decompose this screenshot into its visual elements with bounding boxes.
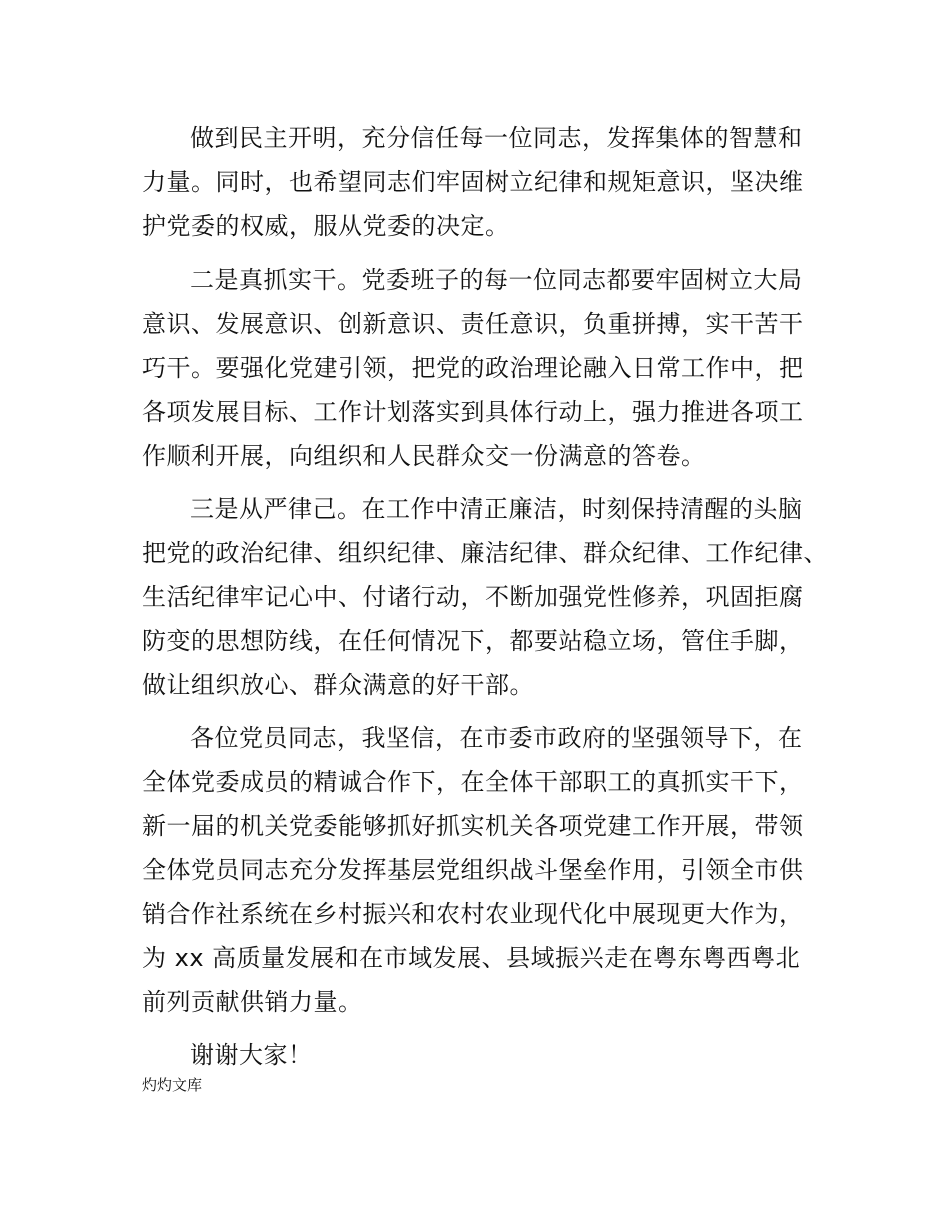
text-line: 护党委的权威，服从党委的决定。 (142, 212, 510, 240)
text-line: 三是从严律己。在工作中清正廉洁，时刻保持清醒的头脑 (190, 495, 803, 523)
text-line: 意识、发展意识、创新意识、责任意识，负重拼搏，实干苦干 (142, 310, 804, 338)
text-line: 为 xx 高质量发展和在市域发展、县域振兴走在粤东粤西粤北 (142, 944, 801, 972)
text-line: 各位党员同志，我坚信，在市委市政府的坚强领导下，在 (190, 724, 803, 752)
text-line: 把党的政治纪律、组织纪律、廉洁纪律、群众纪律、工作纪律、 (142, 539, 828, 567)
closing-line: 谢谢大家！ (190, 1041, 313, 1069)
text-line: 全体党委成员的精诚合作下，在全体干部职工的真抓实干下， (142, 768, 804, 796)
text-line: 全体党员同志充分发挥基层党组织战斗堡垒作用，引领全市供 (142, 856, 804, 884)
text-line: 做让组织放心、群众满意的好干部。 (142, 671, 534, 699)
text-line: 做到民主开明，充分信任每一位同志，发挥集体的智慧和 (190, 124, 803, 152)
text-line: 销合作社系统在乡村振兴和农村农业现代化中展现更大作为， (142, 900, 804, 928)
text-line: 巧干。要强化党建引领，把党的政治理论融入日常工作中，把 (142, 354, 804, 382)
text-line: 前列贡献供销力量。 (142, 988, 363, 1016)
text-line: 新一届的机关党委能够抓好抓实机关各项党建工作开展，带领 (142, 812, 804, 840)
text-line: 生活纪律牢记心中、付诸行动，不断加强党性修养，巩固拒腐 (142, 583, 804, 611)
footer-watermark: 灼灼文库 (142, 1076, 203, 1094)
text-line: 防变的思想防线，在任何情况下，都要站稳立场，管住手脚， (142, 627, 804, 655)
text-line: 二是真抓实干。党委班子的每一位同志都要牢固树立大局 (190, 266, 803, 294)
text-line: 力量。同时，也希望同志们牢固树立纪律和规矩意识，坚决维 (142, 168, 804, 196)
text-line: 作顺利开展，向组织和人民群众交一份满意的答卷。 (142, 442, 706, 470)
text-line: 各项发展目标、工作计划落实到具体行动上，强力推进各项工 (142, 398, 804, 426)
